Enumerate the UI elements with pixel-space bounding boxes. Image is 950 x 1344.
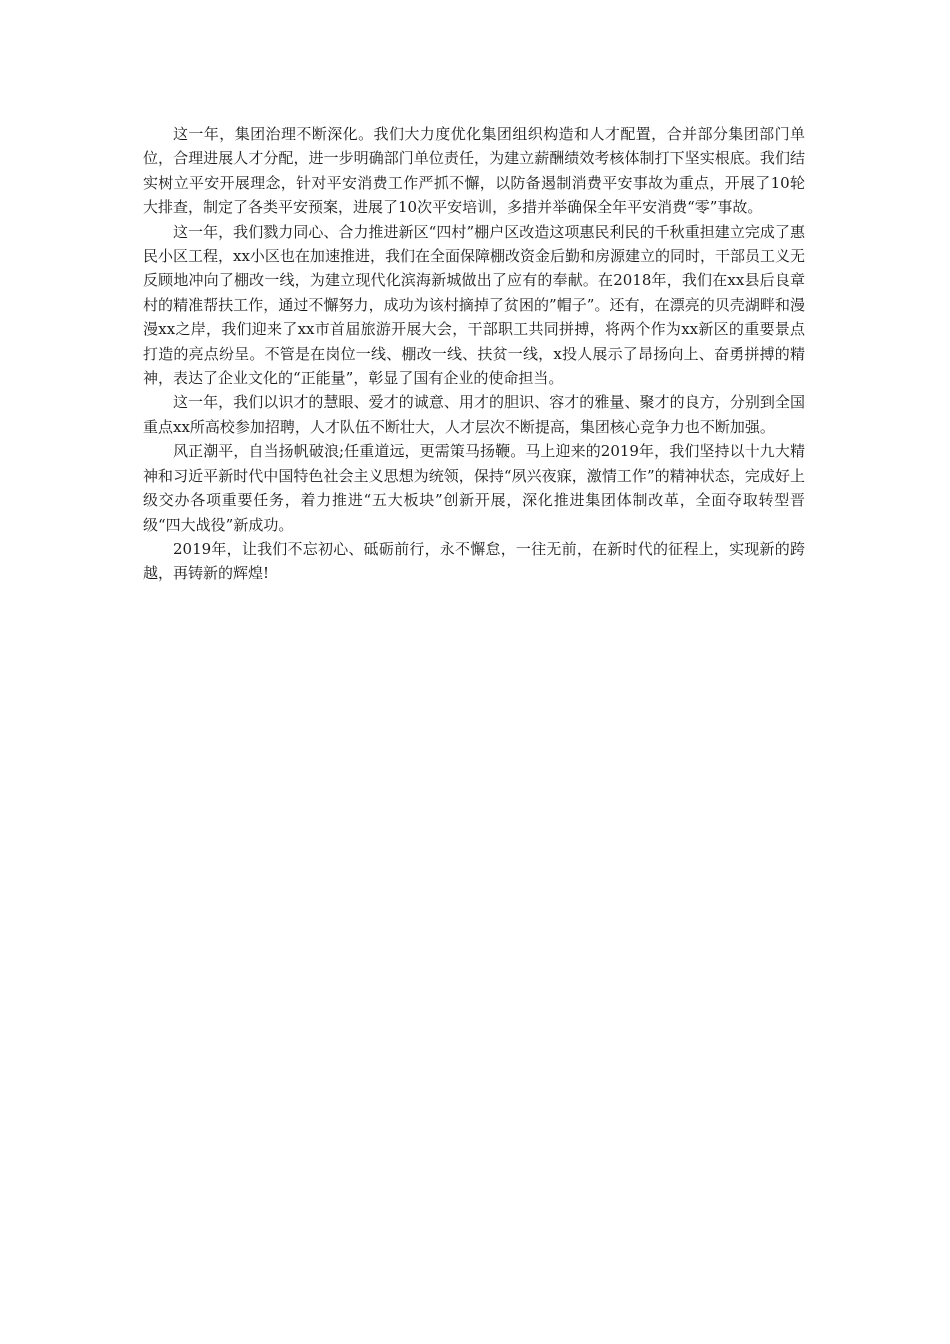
paragraph-governance: 这一年，集团治理不断深化。我们大力度优化集团组织构造和人才配置，合并部分集团部门单位，合理进展人才分配，进一步明确部门单位责任，为建立薪酬绩效考核体制打下坚实根底。我们结实树立平安开展理念，针对平安消费工作严抓不懈，以防备遏制消费平安事故为重点，开展了10轮大排查，制定了各类平安预案，进展了10次平安培训，多措并举确保全年平安消费“零”事故。	[143, 125, 805, 217]
paragraph-renovation: 这一年，我们戮力同心、合力推进新区“四村”棚户区改造这项惠民利民的千秋重担建立完成了惠民小区工程，xx小区也在加速推进，我们在全面保障棚改资金后勤和房源建立的同时，干部员工义无反顾地冲向了棚改一线，为建立现代化滨海新城做出了应有的奉献。在2018年，我们在xx县后良章村的精准帮扶工作，通过不懈努力，成功为该村摘掉了贫困的”帽子”。还有，在漂亮的贝壳湖畔和漫漫xx之岸，我们迎来了xx市首届旅游开展大会，干部职工共同拼搏，将两个作为xx新区的重要景点打造的亮点纷呈。不管是在岗位一线、棚改一线、扶贫一线，x投人展示了昂扬向上、奋勇拼搏的精神，表达了企业文化的“正能量”，彰显了国有企业的使命担当。	[143, 222, 805, 388]
paragraph-talent: 这一年，我们以识才的慧眼、爱才的诚意、用才的胆识、容才的雅量、聚才的良方，分别到全国重点xx所高校参加招聘，人才队伍不断壮大，人才层次不断提高，集团核心竞争力也不断加强。	[143, 393, 805, 436]
paragraph-closing: 2019年，让我们不忘初心、砥砺前行，永不懈怠，一往无前，在新时代的征程上，实现新的跨越，再铸新的辉煌!	[143, 539, 805, 583]
document-body	[143, 122, 805, 586]
paragraph-outlook: 风正潮平，自当扬帆破浪;任重道远，更需策马扬鞭。马上迎来的2019年，我们坚持以十九大精神和习近平新时代中国特色社会主义思想为统领，保持“夙兴夜寐，激情工作”的精神状态，完成好上级交办各项重要任务，着力推进“五大板块”创新开展，深化推进集团体制改革，全面夺取转型晋级“四大战役”新成功。	[143, 442, 805, 534]
